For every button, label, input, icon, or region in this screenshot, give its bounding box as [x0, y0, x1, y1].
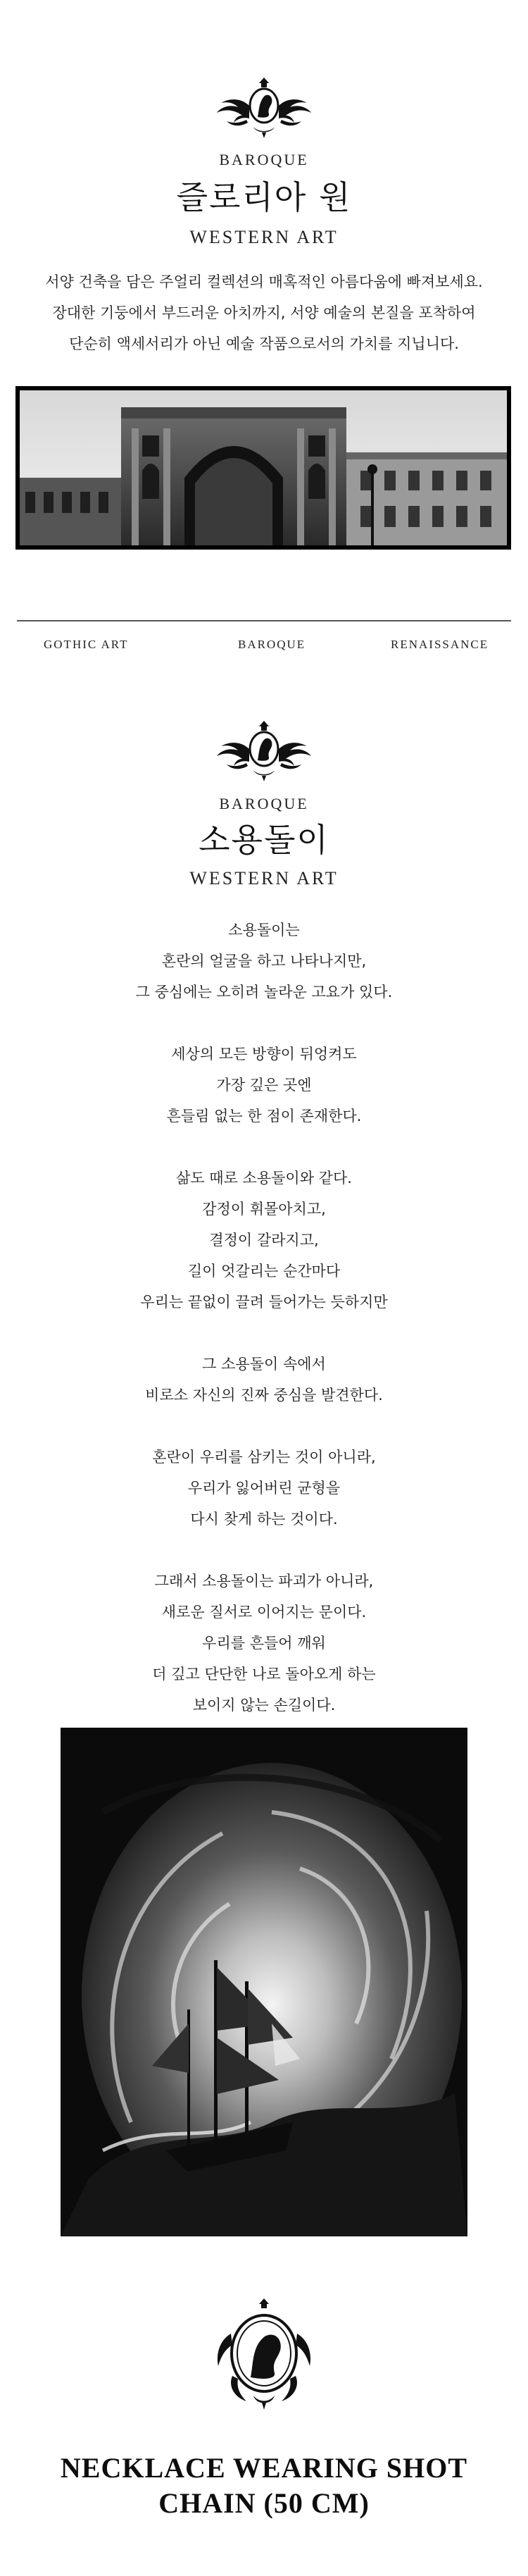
poem-stanza	[0, 1566, 528, 1721]
baroque-cameo-emblem-icon	[0, 2298, 528, 2411]
poem-line: 더 깊고 단단한 나로 돌아오게 하는	[152, 1666, 376, 1683]
description-line: 단순히 액세서리가 아닌 예술 작품으로서의 가치를 지닙니다.	[69, 335, 459, 352]
poem-line: 다시 찾게 하는 것이다.	[190, 1511, 338, 1528]
ship-in-vortex-painting-icon	[61, 1728, 467, 2236]
poem-line: 혼란이 우리를 삼키는 것이 아니라,	[152, 1449, 376, 1466]
poem-line: 결정이 갈라지고,	[209, 1232, 319, 1249]
section2-kicker: BAROQUE	[219, 795, 309, 812]
section1-subkicker: WESTERN ART	[189, 227, 339, 247]
description-line: 서양 건축을 담은 주얼리 컬렉션의 매혹적인 아름다움에 빠져보세요.	[45, 273, 483, 290]
style-nav	[0, 638, 528, 659]
arcade-building-photo-icon	[15, 386, 511, 550]
poem-line: 삶도 때로 소용돌이와 같다.	[176, 1170, 352, 1187]
poem-stanza	[0, 1163, 528, 1318]
poem-line: 가장 깊은 곳엔	[216, 1077, 312, 1094]
section-divider	[17, 620, 511, 621]
poem-line: 그 소용돌이 속에서	[202, 1356, 326, 1373]
poem-stanza	[0, 1442, 528, 1535]
footer-title	[0, 2451, 528, 2528]
footer-title-line: CHAIN (50 CM)	[158, 2487, 370, 2519]
poem-line: 비로소 자신의 진짜 중심을 발견한다.	[145, 1387, 383, 1404]
section1-kicker: BAROQUE	[219, 151, 309, 168]
section2-subkicker: WESTERN ART	[189, 868, 339, 888]
poem-stanza	[0, 915, 528, 1008]
poem-line: 소용돌이는	[228, 922, 300, 939]
poem-line: 길이 엇갈리는 순간마다	[187, 1263, 341, 1280]
poem-stanza	[0, 1039, 528, 1132]
section2-title: 소용돌이	[199, 821, 329, 859]
poem-line: 우리가 잃어버린 균형을	[187, 1480, 341, 1497]
poem-line: 감정이 휘몰아치고,	[202, 1201, 326, 1218]
style-nav-baroque[interactable]: BAROQUE	[238, 638, 306, 651]
poem-line: 그 중심에는 오히려 놀라운 고요가 있다.	[135, 984, 393, 1001]
poem-line: 흔들림 없는 한 점이 존재한다.	[166, 1108, 362, 1125]
baroque-emblem-icon	[0, 717, 528, 785]
poem-line: 새로운 질서로 이어지는 문이다.	[161, 1604, 367, 1621]
poem-stanza	[0, 1349, 528, 1411]
poem-line: 세상의 모든 방향이 뒤엉켜도	[171, 1046, 357, 1063]
description-line: 장대한 기둥에서 부드러운 아치까지, 서양 예술의 본질을 포착하여	[52, 304, 476, 321]
style-nav-renaissance[interactable]: RENAISSANCE	[391, 638, 489, 651]
style-nav-gothic[interactable]: GOTHIC ART	[44, 638, 129, 651]
footer-title-line: NECKLACE WEARING SHOT	[60, 2452, 468, 2484]
poem-line: 혼란의 얼굴을 하고 나타나지만,	[161, 953, 367, 970]
section1-description	[0, 266, 528, 365]
poem-line: 우리는 끝없이 끌려 들어가는 듯하지만	[140, 1294, 388, 1311]
section1-title: 즐로리아 원	[176, 178, 352, 216]
baroque-emblem-icon	[0, 76, 528, 140]
poem-line: 보이지 않는 손길이다.	[192, 1697, 336, 1714]
poem	[0, 915, 528, 1714]
poem-line: 우리를 흔들어 깨워	[202, 1635, 326, 1652]
poem-line: 그래서 소용돌이는 파괴가 아니라,	[154, 1573, 374, 1590]
